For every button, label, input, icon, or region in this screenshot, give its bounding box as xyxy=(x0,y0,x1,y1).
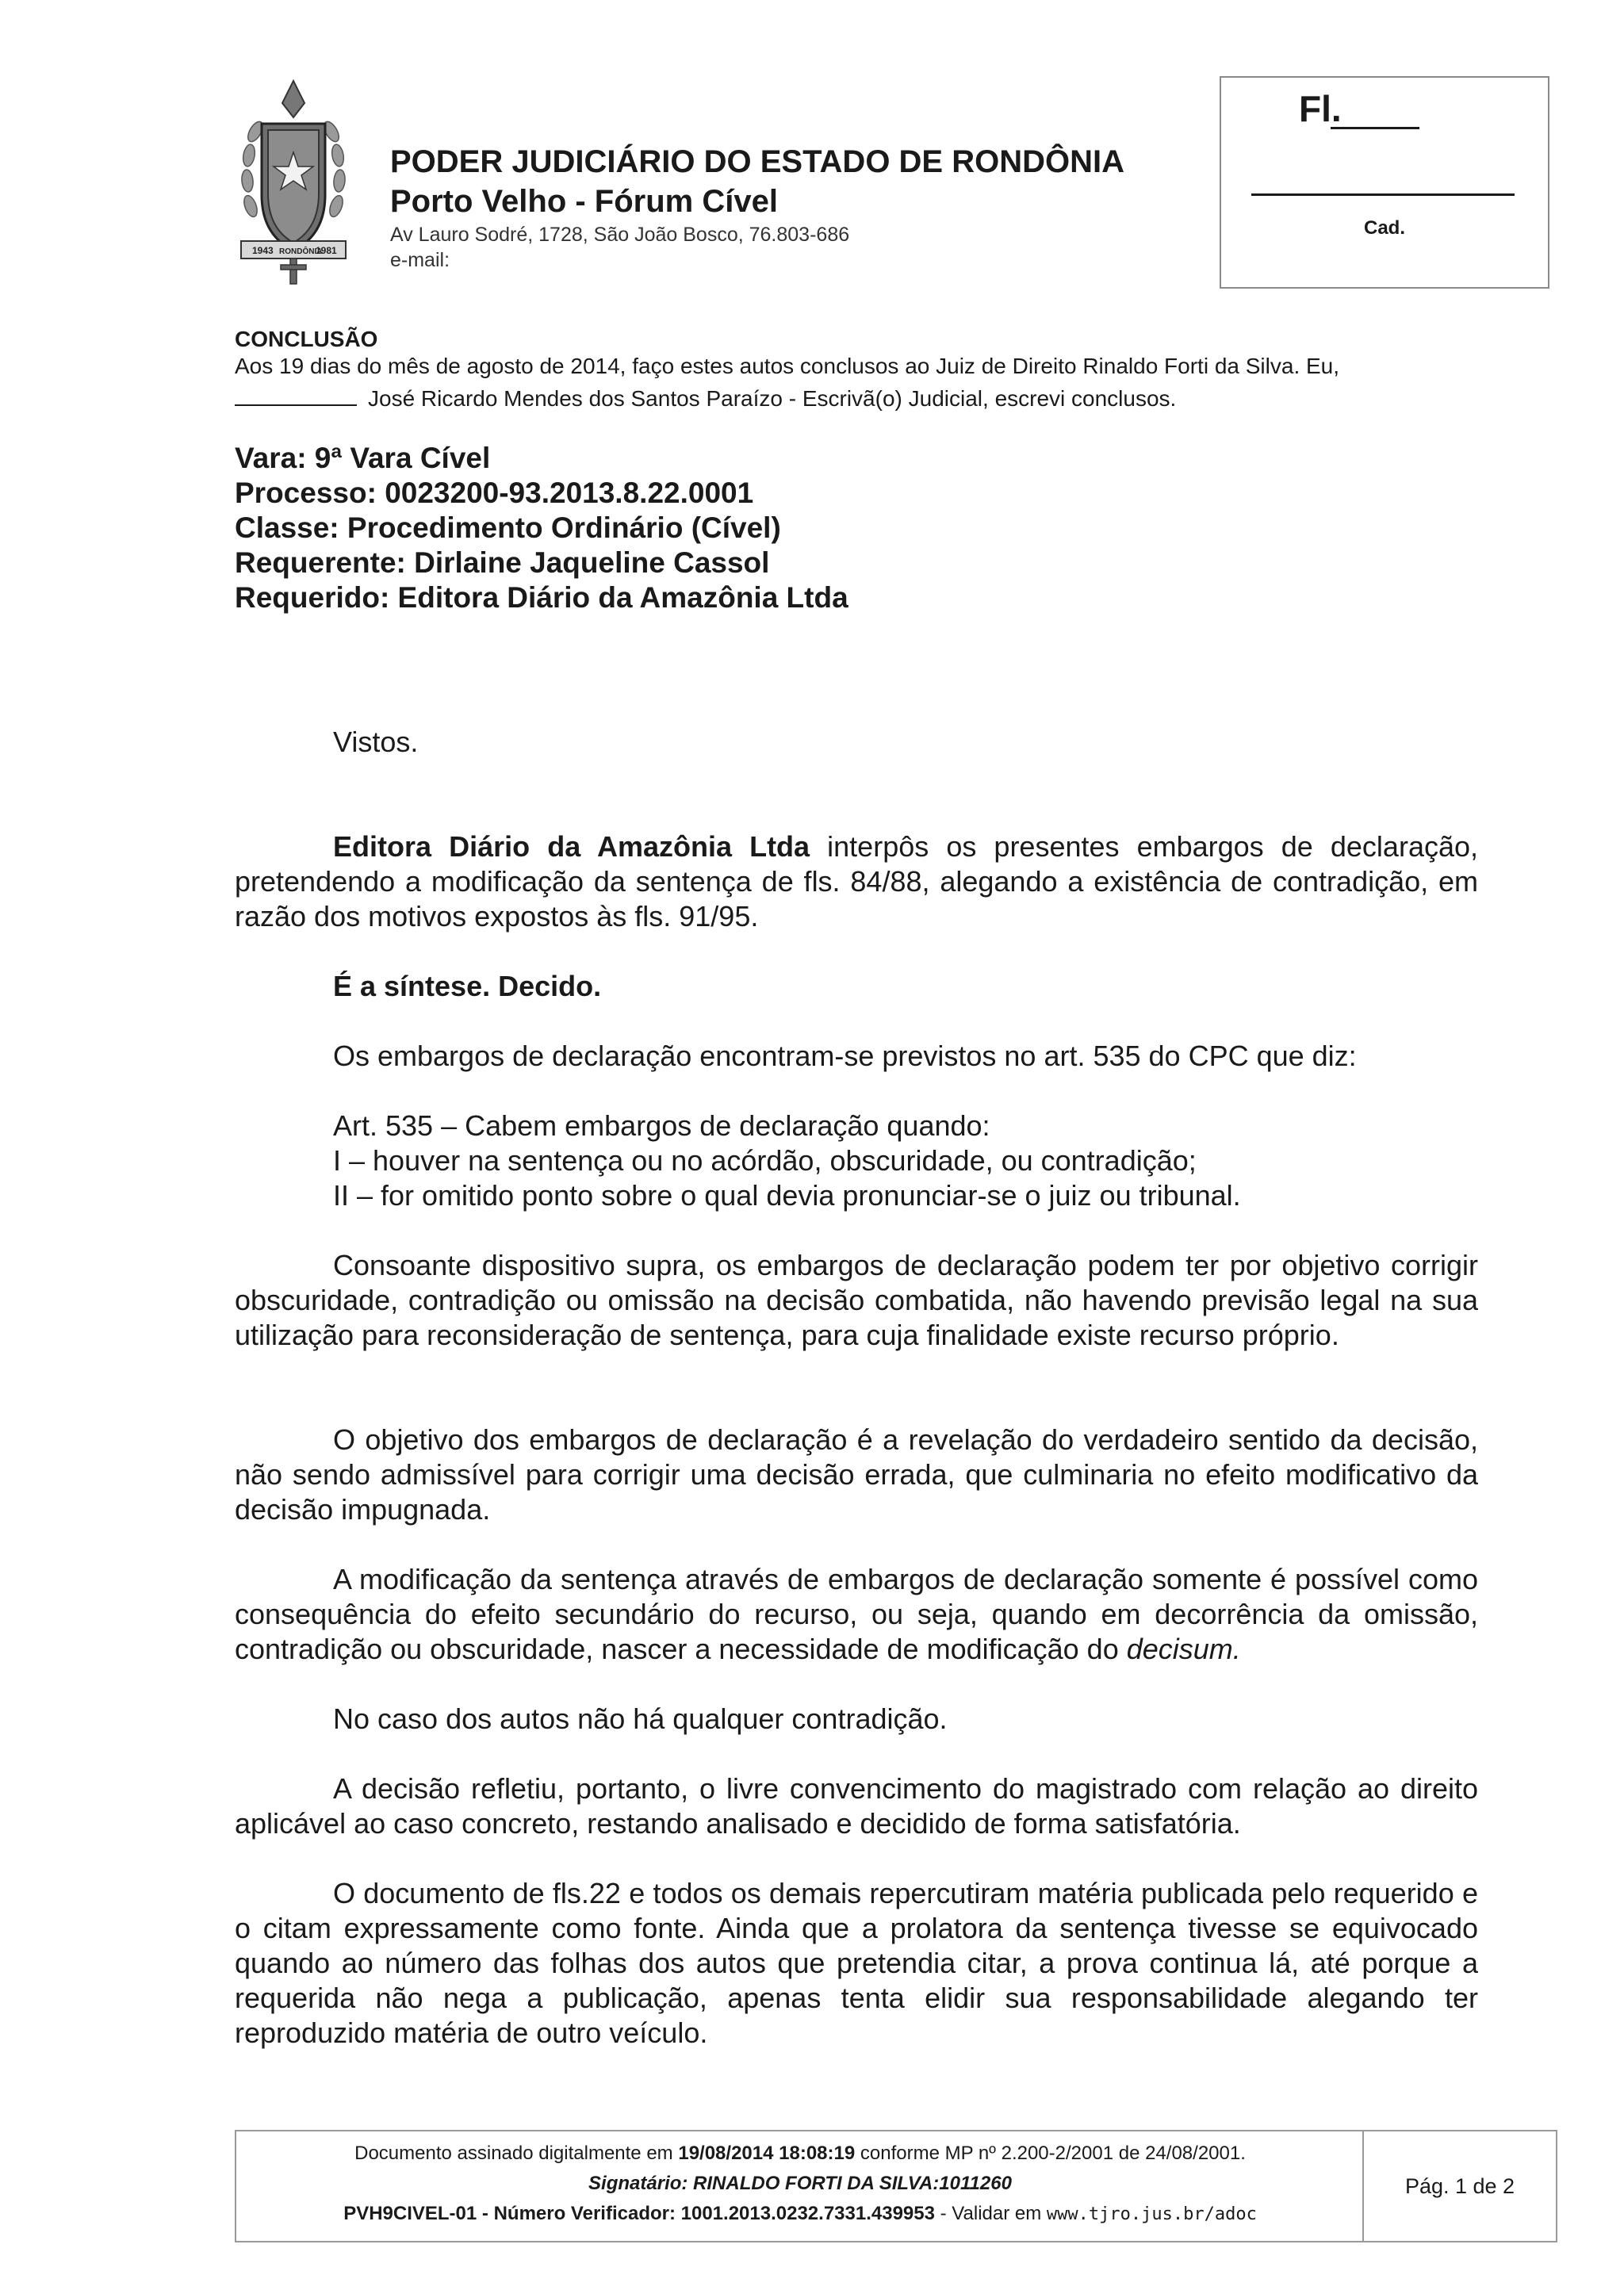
folio-box xyxy=(1220,76,1549,289)
signed-prefix: Documento assinado digitalmente em xyxy=(354,2143,679,2164)
paragraph-5-decisum: decisum. xyxy=(1126,1633,1241,1665)
conclusion-heading: CONCLUSÃO xyxy=(235,327,378,351)
paragraph-6: No caso dos autos não há qualquer contradição. xyxy=(333,1702,948,1735)
svg-text:1981: 1981 xyxy=(316,245,337,256)
paragraph-1-text: interpôs os presentes embargos de declaração, pretendendo a modificação da sentença de fls. 84/88, alegando a existência de contradição, em razão dos motivos expostos às fls. 91/95. xyxy=(235,830,1479,933)
paragraph-4: O objetivo dos embargos de declaração é a revelação do verdadeiro sentido da decisão, não sendo admissível para corrigir uma decisão errada, que culminaria no efeito modificativo da decisão impugnada. xyxy=(235,1423,1478,1526)
folio-number-line xyxy=(1331,127,1419,129)
validate-url-link[interactable]: www.tjro.jus.br/adoc xyxy=(1046,2204,1257,2224)
signature-footer xyxy=(235,2130,1557,2242)
court-address: Av Lauro Sodré, 1728, São João Bosco, 76.803-686 xyxy=(390,224,850,246)
signed-line xyxy=(236,2143,1364,2165)
signature-info xyxy=(236,2131,1364,2241)
signature-blank xyxy=(235,384,357,406)
article-title: Art. 535 – Cabem embargos de declaração quando: xyxy=(333,1109,990,1142)
verifier-line xyxy=(236,2203,1364,2225)
court-title: PODER JUDICIÁRIO DO ESTADO DE RONDÔNIA xyxy=(390,144,1124,179)
paragraph-8: O documento de fls.22 e todos os demais repercutiram matéria publicada pelo requerido e o citam expressamente como fonte. Ainda que a prolatora da sentença tivesse se equivocado quando ao número das folhas dos autos que pretendia citar, a prova continua lá, até porque a requerida não nega a publicação, apenas tenta elidir sua responsabilidade alegando ter reproduzido matéria de outro veículo. xyxy=(235,1877,1478,2049)
court-subtitle: Porto Velho - Fórum Cível xyxy=(390,184,778,219)
article-item-ii: II – for omitido ponto sobre o qual devia pronunciar-se o juiz ou tribunal. xyxy=(333,1179,1241,1212)
signatory-line: Signatário: RINALDO FORTI DA SILVA:1011260 xyxy=(588,2173,1012,2194)
synthesis-heading: É a síntese. Decido. xyxy=(333,970,602,1002)
validate-prefix: - Validar em xyxy=(934,2203,1047,2224)
article-item-i: I – houver na sentença ou no acórdão, obscuridade, ou contradição; xyxy=(333,1144,1197,1177)
case-processo: Processo: 0023200-93.2013.8.22.0001 xyxy=(235,477,754,509)
paragraph-3: Consoante dispositivo supra, os embargos de declaração podem ter por objetivo corrigir obscuridade, contradição ou omissão na decisão combatida, não havendo previsão legal na sua utilização para reconsideração de sentença, para cuja finalidade existe recurso próprio. xyxy=(235,1249,1478,1351)
rondonia-coat-of-arms-icon xyxy=(238,76,349,287)
paragraph-5-text: A modificação da sentença através de embargos de declaração somente é possível como consequência do efeito secundário do recurso, ou seja, quando em decorrência da omissão, contradição ou obscuridade, nascer a necessidade de modificação do xyxy=(235,1563,1478,1665)
signed-date: 19/08/2014 18:08:19 xyxy=(678,2143,856,2164)
conclusion-text-line2 xyxy=(235,384,1176,412)
page-number: Pág. 1 de 2 xyxy=(1404,2173,1515,2198)
verifier-code: PVH9CIVEL-01 - Número Verificador: 1001.2013.0232.7331.439953 xyxy=(343,2203,935,2224)
signed-suffix: conforme MP nº 2.200-2/2001 de 24/08/2001. xyxy=(855,2143,1246,2164)
svg-text:1943: 1943 xyxy=(252,245,274,256)
paragraph-1-party: Editora Diário da Amazônia Ltda xyxy=(333,830,810,863)
court-email-label: e-mail: xyxy=(390,249,450,271)
case-details xyxy=(235,441,848,615)
case-classe: Classe: Procedimento Ordinário (Cível) xyxy=(235,511,781,544)
paragraph-7: A decisão refletiu, portanto, o livre convencimento do magistrado com relação ao direito aplicável ao caso concreto, restando analisado e decidido de forma satisfatória. xyxy=(235,1772,1478,1840)
vistos: Vistos. xyxy=(333,726,419,758)
conclusion-clerk: José Ricardo Mendes dos Santos Paraízo - Escrivã(o) Judicial, escrevi conclusos. xyxy=(368,386,1177,411)
cad-label: Cad. xyxy=(1363,217,1405,239)
folio-signature-line xyxy=(1251,193,1515,196)
svg-text:RONDÔNIA: RONDÔNIA xyxy=(279,247,323,256)
case-requerente: Requerente: Dirlaine Jaqueline Cassol xyxy=(235,546,770,579)
case-vara: Vara: 9ª Vara Cível xyxy=(235,442,491,474)
paragraph-1 xyxy=(235,829,1478,934)
folio-label: Fl. xyxy=(1299,88,1342,129)
case-requerido: Requerido: Editora Diário da Amazônia Ltda xyxy=(235,581,848,614)
paragraph-5 xyxy=(235,1562,1478,1667)
conclusion-text-line1: Aos 19 dias do mês de agosto de 2014, faço estes autos conclusos ao Juiz de Direito Rinaldo Forti da Silva. Eu, xyxy=(235,354,1340,378)
paragraph-2: Os embargos de declaração encontram-se previstos no art. 535 do CPC que diz: xyxy=(333,1040,1357,1072)
